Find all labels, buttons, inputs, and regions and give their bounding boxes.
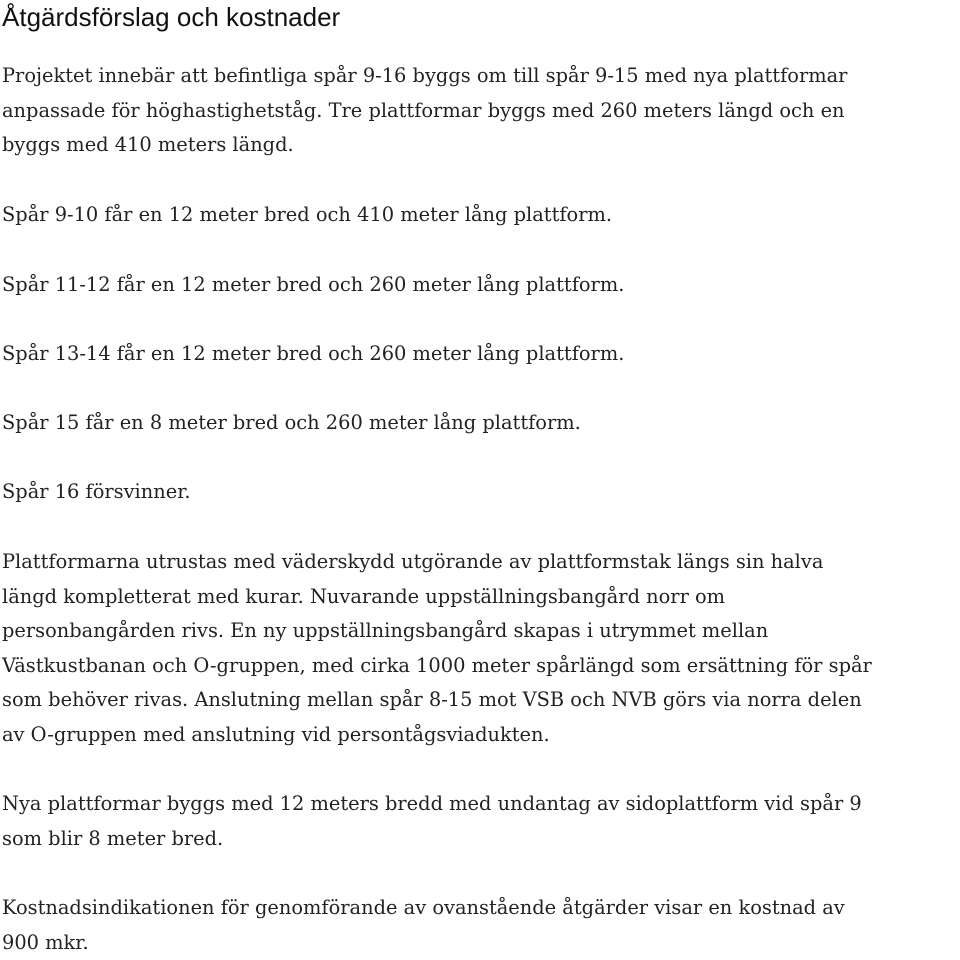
platform-details-line: längd kompletterat med kurar. Nuvarande uppställningsbangård norr om [2, 580, 872, 615]
platform-details-line: personbangården rivs. En ny uppställningsbangård skapas i utrymmet mellan [2, 614, 872, 649]
new-platforms-paragraph [2, 787, 862, 856]
page-title: Åtgärdsförslag och kostnader [2, 0, 340, 34]
intro-paragraph [2, 59, 847, 163]
cost-paragraph [2, 891, 845, 960]
cost-line: 900 mkr. [2, 926, 845, 960]
platform-details-line: Västkustbanan och O-gruppen, med cirka 1000 meter spårlängd som ersättning för spår [2, 649, 872, 684]
intro-line: Projektet innebär att befintliga spår 9-16 byggs om till spår 9-15 med nya plattformar [2, 59, 847, 94]
track-15-paragraph: Spår 15 får en 8 meter bred och 260 meter lång plattform. [2, 406, 581, 441]
platform-details-line: av O-gruppen med anslutning vid persontågsviadukten. [2, 718, 872, 753]
platform-details-line: Plattformarna utrustas med väderskydd utgörande av plattformstak längs sin halva [2, 545, 872, 580]
cost-line: Kostnadsindikationen för genomförande av ovanstående åtgärder visar en kostnad av [2, 891, 845, 926]
platform-details-paragraph [2, 545, 872, 752]
track-11-12-paragraph: Spår 11-12 får en 12 meter bred och 260 meter lång plattform. [2, 268, 624, 303]
intro-line: byggs med 410 meters längd. [2, 128, 847, 163]
intro-line: anpassade för höghastighetståg. Tre plattformar byggs med 260 meters längd och en [2, 94, 847, 129]
platform-details-line: som behöver rivas. Anslutning mellan spår 8-15 mot VSB och NVB görs via norra delen [2, 683, 872, 718]
track-9-10-paragraph: Spår 9-10 får en 12 meter bred och 410 meter lång plattform. [2, 198, 612, 233]
new-platforms-line: Nya plattformar byggs med 12 meters bredd med undantag av sidoplattform vid spår 9 [2, 787, 862, 822]
track-13-14-paragraph: Spår 13-14 får en 12 meter bred och 260 meter lång plattform. [2, 337, 624, 372]
track-16-paragraph: Spår 16 försvinner. [2, 475, 191, 510]
new-platforms-line: som blir 8 meter bred. [2, 822, 862, 857]
